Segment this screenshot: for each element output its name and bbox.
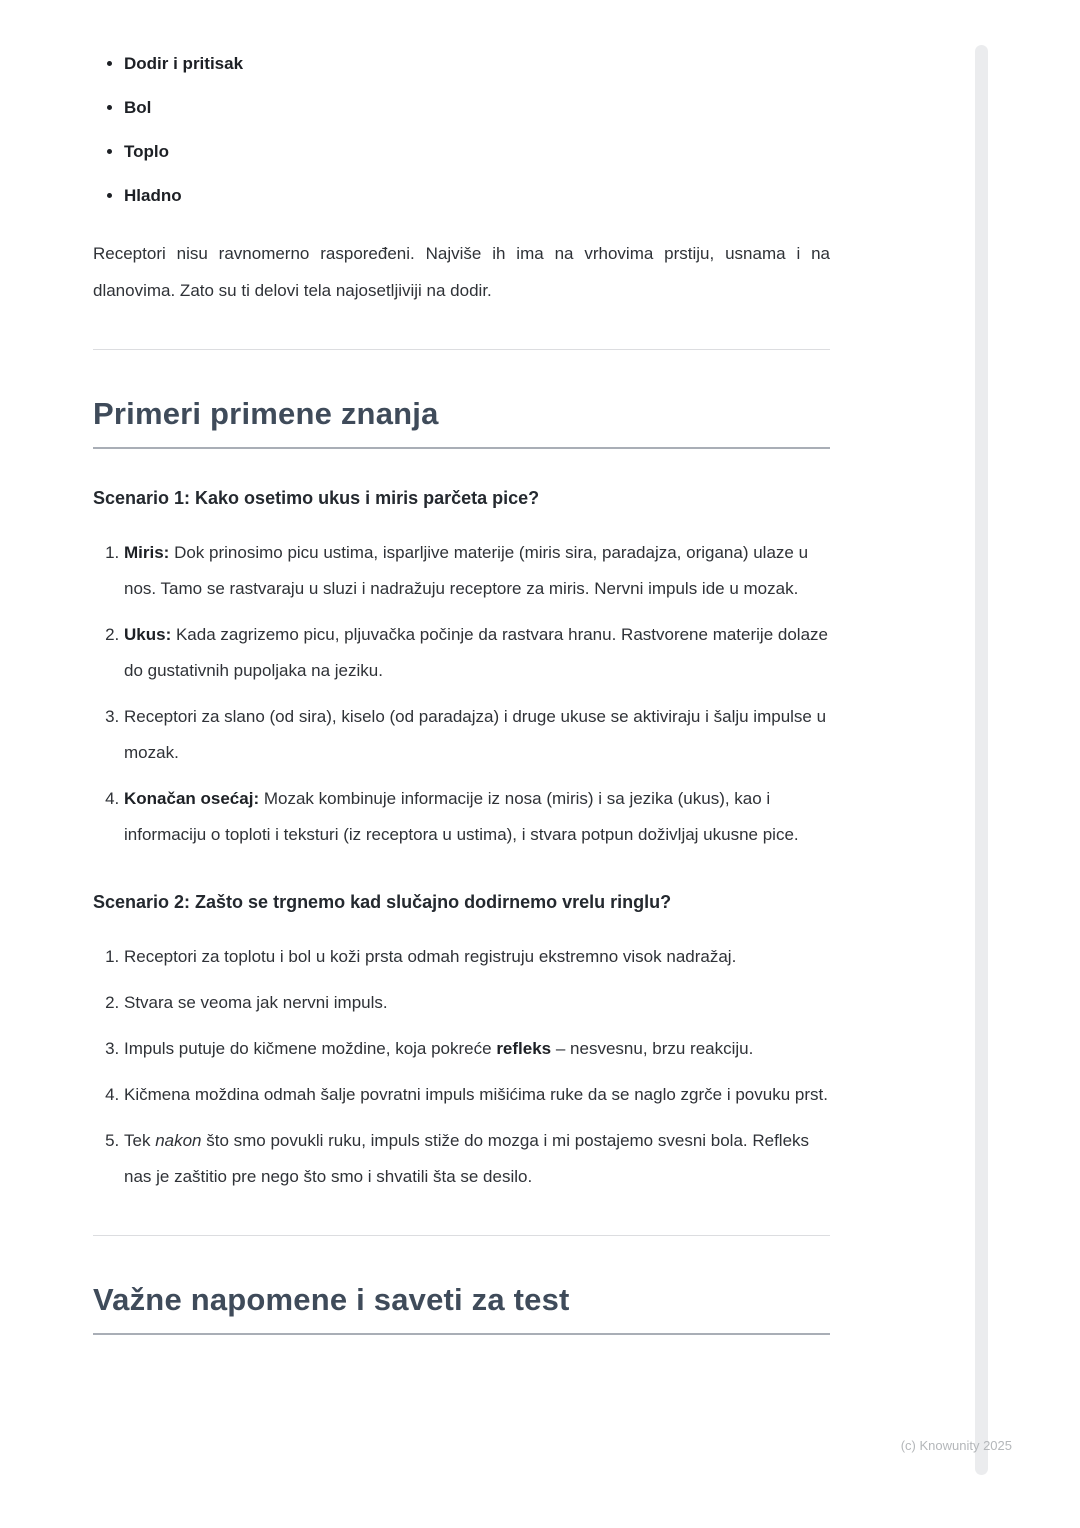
list-item-text: Dok prinosimo picu ustima, isparljive materije (miris sira, paradajza, origana) ulaze u nos. Tamo se rastvaraju u sluzi i nadražuju receptore za miris. Nervni impuls ide u mozak. bbox=[124, 543, 809, 598]
bullet-item-label: Hladno bbox=[124, 186, 182, 205]
list-item bbox=[124, 781, 830, 853]
list-item-text: – nesvesnu, brzu reakciju. bbox=[551, 1039, 754, 1058]
scrollbar-track[interactable] bbox=[975, 45, 988, 1475]
list-item-text: Mozak kombinuje informacije iz nosa (miris) i sa jezika (ukus), kao i informaciju o toploti i teksturi (iz receptora u ustima), i stvara potpun doživljaj ukusne pice. bbox=[124, 789, 799, 844]
list-item-text: što smo povukli ruku, impuls stiže do mozga i mi postajemo svesni bola. Refleks nas je zaštitio pre nego što smo i shvatili šta se desilo. bbox=[124, 1131, 810, 1186]
list-item bbox=[124, 535, 830, 607]
list-item bbox=[124, 1031, 830, 1067]
scenario2-heading: Scenario 2: Zašto se trgnemo kad slučajno dodirnemo vrelu ringlu? bbox=[93, 892, 672, 912]
list-item-text: Kada zagrizemo picu, pljuvačka počinje da rastvara hranu. Rastvorene materije dolaze do gustativnih pupoljaka na jeziku. bbox=[124, 625, 828, 680]
section-title-primeri-primene-znanja: Primeri primene znanja bbox=[93, 396, 830, 449]
bullet-item-label: Toplo bbox=[124, 142, 169, 161]
list-item bbox=[124, 1123, 830, 1195]
bullet-item bbox=[124, 50, 830, 77]
bullet-item-label: Dodir i pritisak bbox=[124, 54, 244, 73]
section-title-vazne-napomene: Važne napomene i saveti za test bbox=[93, 1282, 830, 1335]
watermark: (c) Knowunity 2025 bbox=[900, 1438, 1012, 1453]
list-item-term: Miris: bbox=[124, 543, 170, 562]
list-item-term: refleks bbox=[496, 1039, 552, 1058]
list-item-term: Ukus: bbox=[124, 625, 172, 644]
section-divider bbox=[93, 349, 830, 350]
list-item bbox=[124, 985, 830, 1021]
bullet-item bbox=[124, 138, 830, 165]
list-item-emphasis: nakon bbox=[155, 1131, 202, 1150]
list-item-text: Kičmena moždina odmah šalje povratni impuls mišićima ruke da se naglo zgrče i povuku prst. bbox=[124, 1085, 828, 1104]
list-item bbox=[124, 699, 830, 771]
list-item bbox=[124, 1077, 830, 1113]
list-item-text: Receptori za toplotu i bol u koži prsta odmah registruju ekstremno visok nadražaj. bbox=[124, 947, 737, 966]
scenario1-list bbox=[93, 535, 830, 853]
list-item-text: Receptori za slano (od sira), kiselo (od paradajza) i druge ukuse se aktiviraju i šalju impulse u mozak. bbox=[124, 707, 827, 762]
list-item bbox=[124, 617, 830, 689]
scenario1-heading: Scenario 1: Kako osetimo ukus i miris parčeta pice? bbox=[93, 488, 540, 508]
intro-paragraph: Receptori nisu ravnomerno raspoređeni. Najviše ih ima na vrhovima prstiju, usnama i na dlanovima. Zato su ti delovi tela najosetljiviji na dodir. bbox=[93, 244, 830, 300]
document-content bbox=[93, 0, 830, 1335]
bullet-item-label: Bol bbox=[124, 98, 152, 117]
list-item bbox=[124, 939, 830, 975]
scenario2-list bbox=[93, 939, 830, 1195]
receptor-bullet-list bbox=[93, 50, 830, 209]
bullet-item bbox=[124, 182, 830, 209]
list-item-text: Tek bbox=[124, 1131, 156, 1150]
bullet-item bbox=[124, 94, 830, 121]
list-item-text: Impuls putuje do kičmene moždine, koja pokreće bbox=[124, 1039, 497, 1058]
list-item-text: Stvara se veoma jak nervni impuls. bbox=[124, 993, 388, 1012]
list-item-term: Konačan osećaj: bbox=[124, 789, 260, 808]
section-divider bbox=[93, 1235, 830, 1236]
